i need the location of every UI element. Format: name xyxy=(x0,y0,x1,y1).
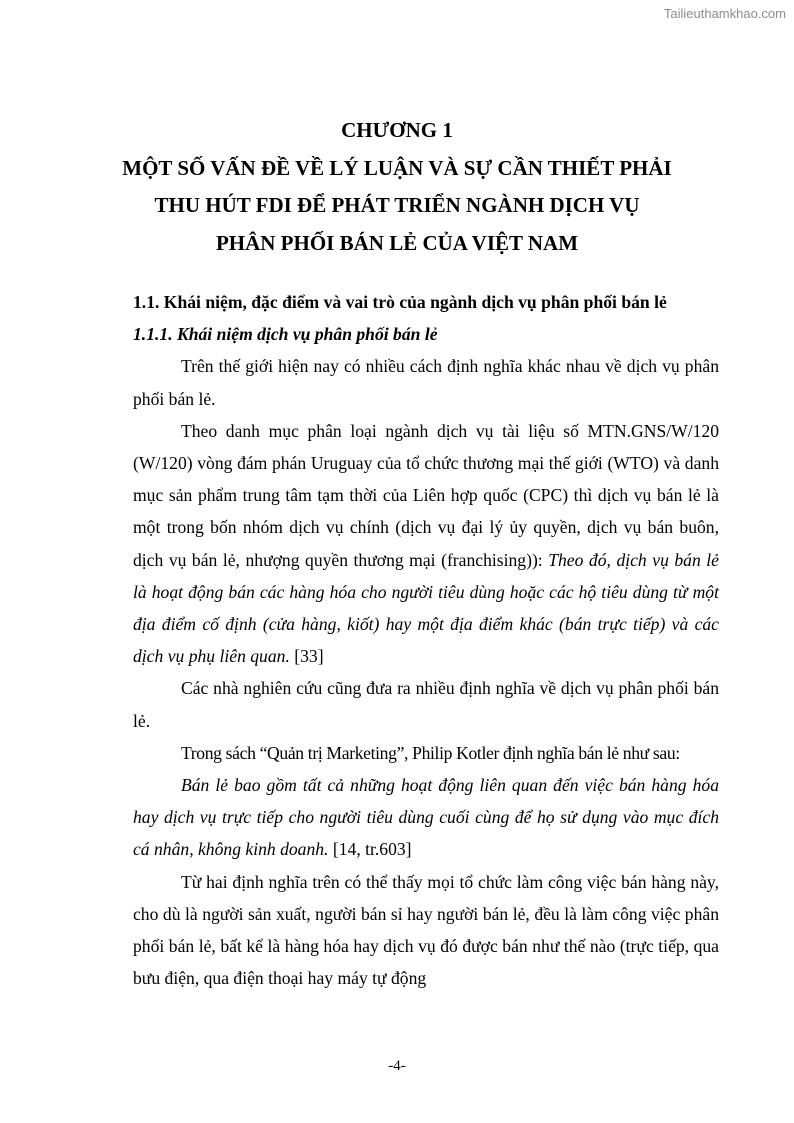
paragraph-6: Từ hai định nghĩa trên có thể thấy mọi tổ chức làm công việc bán hàng này, cho dù là người sản xuất, người bán sỉ hay người bán lẻ, đều là làm công việc phân phối bán lẻ, bất kể là hàng hóa hay dịch vụ đó được bán như thế nào (trực tiếp, qua bưu điện, qua điện thoại hay máy tự động xyxy=(133,871,719,989)
paragraph-5-reference: [14, tr.603] xyxy=(328,839,412,860)
chapter-title-line-3: PHÂN PHỐI BÁN LẺ CỦA VIỆT NAM xyxy=(215,230,579,255)
paragraph-1: Trên thế giới hiện nay có nhiều cách định nghĩa khác nhau về dịch vụ phân phối bán lẻ. xyxy=(133,356,719,409)
section-heading: 1.1. Khái niệm, đặc điểm và vai trò của ngành dịch vụ phân phối bán lẻ xyxy=(133,292,667,312)
page-body xyxy=(133,286,719,994)
watermark: Tailieuthamkhao.com xyxy=(663,6,786,21)
paragraph-3: Các nhà nghiên cứu cũng đưa ra nhiều định nghĩa về dịch vụ phân phối bán lẻ. xyxy=(133,678,719,731)
subsection-heading: 1.1.1. Khái niệm dịch vụ phân phối bán lẻ xyxy=(133,324,438,345)
chapter-number: CHƯƠNG 1 xyxy=(341,118,453,142)
chapter-heading xyxy=(0,112,794,262)
paragraph-2 xyxy=(133,415,719,673)
chapter-title-line-1: MỘT SỐ VẤN ĐỀ VỀ LÝ LUẬN VÀ SỰ CẦN THIẾT PHẢI xyxy=(122,155,672,180)
paragraph-5-quote: Bán lẻ bao gồm tất cả những hoạt động liên quan đến việc bán hàng hóa hay dịch vụ trực tiếp cho người tiêu dùng cuối cùng để họ sử dụng vào mục đích cá nhân, không kinh doanh. xyxy=(133,775,719,860)
paragraph-2-quote: Theo đó, dịch vụ bán lẻ là hoạt động bán các hàng hóa cho người tiêu dùng hoặc các hộ tiêu dùng từ một địa điểm cố định (cửa hàng, kiốt) hay một địa điểm khác (bán trực tiếp) và các dịch vụ phụ liên quan. xyxy=(133,549,719,667)
paragraph-2-reference: [33] xyxy=(289,646,324,667)
paragraph-5 xyxy=(133,769,719,866)
page-number: -4- xyxy=(388,1058,406,1074)
paragraph-4: Trong sách “Quản trị Marketing”, Philip Kotler định nghĩa bán lẻ như sau: xyxy=(181,742,680,763)
paragraph-2-text: Theo danh mục phân loại ngành dịch vụ tài liệu số MTN.GNS/W/120 (W/120) vòng đám phán Uruguay của tổ chức thương mại thế giới (WTO) và danh mục sản phẩm trung tâm tạm thời của Liên hợp quốc (CPC) thì dịch vụ bán lẻ là một trong bốn nhóm dịch vụ chính (dịch vụ đại lý ủy quyền, dịch vụ bán buôn, dịch vụ bán lẻ, nhượng quyền thương mại (franchising)): xyxy=(133,420,719,570)
chapter-title-line-2: THU HÚT FDI ĐỂ PHÁT TRIỂN NGÀNH DỊCH VỤ xyxy=(154,193,640,217)
